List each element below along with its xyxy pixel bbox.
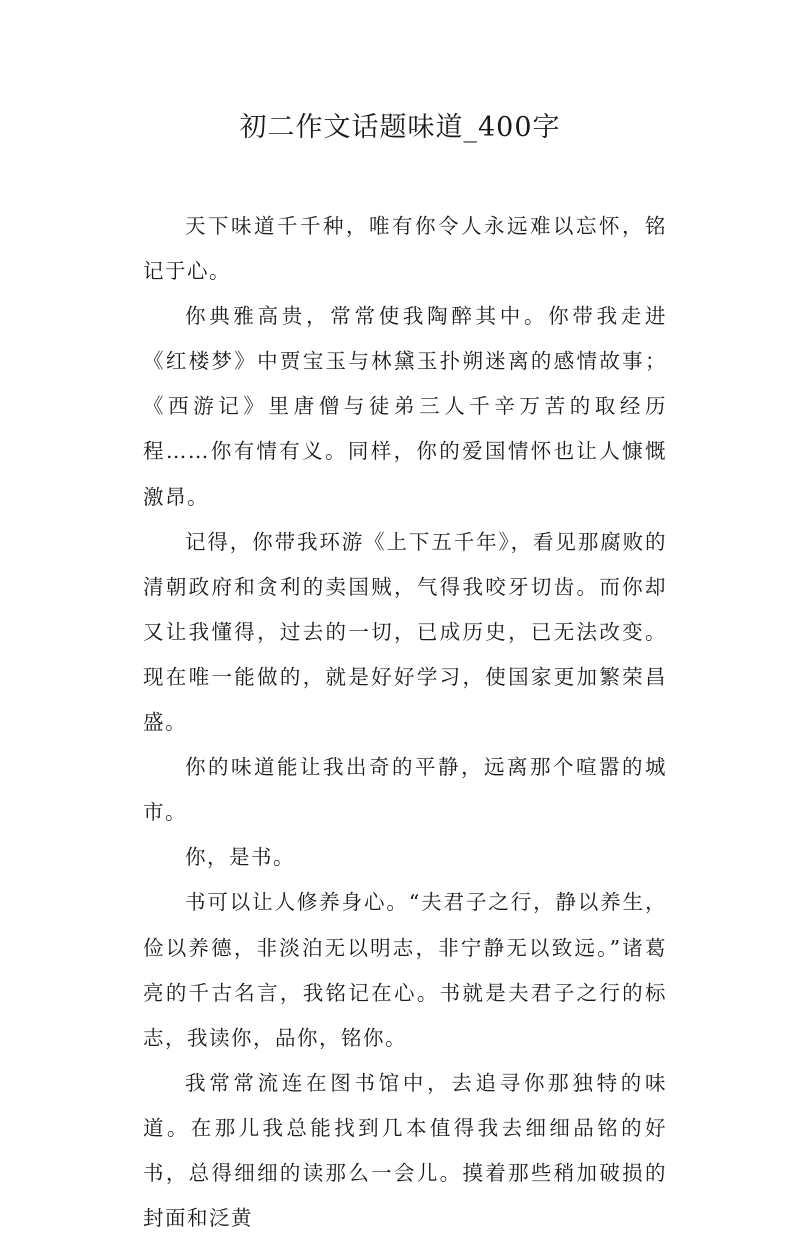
paragraph: 你，是书。 [185,845,295,870]
paragraph: 你典雅高贵，常常使我陶醉其中。你带我走进《红楼梦》中贾宝玉与林黛玉扑朔迷离的感情故事；《西游记》里唐僧与徒弟三人千辛万苦的取经历程……你有情有义。同样，你的爱国情怀也让人慷慨激昂。 [143,304,667,509]
paragraph: 我常常流连在图书馆中，去追寻你那独特的味道。在那儿我总能找到几本值得我去细细品铭的好书，总得细细的读那么一会儿。摸着那些稍加破损的封面和泛黄 [143,1070,667,1231]
paragraph: 书可以让人修养身心。“夫君子之行，静以养生，俭以养德，非淡泊无以明志，非宁静无以致远。”诸葛亮的千古名言，我铭记在心。书就是夫君子之行的标志，我读你，品你，铭你。 [143,890,667,1050]
paragraph: 记得，你带我环游《上下五千年》，看见那腐败的清朝政府和贪利的卖国贼，气得我咬牙切齿。而你却又让我懂得，过去的一切，已成历史，已无法改变。现在唯一能做的，就是好好学习，使国家更加繁荣昌盛。 [143,529,667,735]
document-title: 初二作文话题味道_400字 [239,112,561,143]
document-body [143,204,667,1241]
paragraph: 你的味道能让我出奇的平静，远离那个喧嚣的城市。 [143,755,667,825]
paragraph: 天下味道千千种，唯有你令人永远难以忘怀，铭记于心。 [143,214,667,284]
